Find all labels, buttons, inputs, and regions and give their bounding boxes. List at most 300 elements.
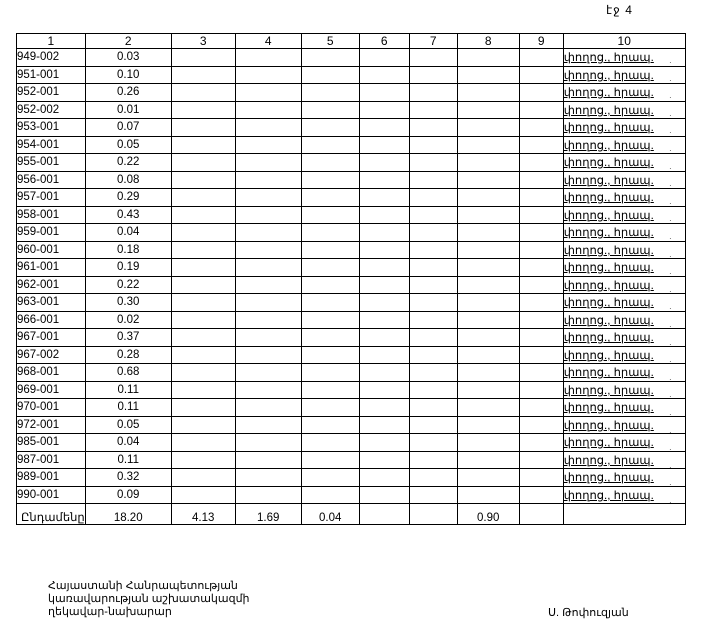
table-row: [17, 311, 686, 329]
empty-cell: [519, 276, 563, 294]
empty-cell: [171, 276, 235, 294]
empty-cell: [171, 346, 235, 364]
area-cell: 0.19: [85, 259, 171, 277]
parcel-code-cell: 953-001: [17, 119, 86, 137]
totals-c6: [359, 504, 409, 525]
empty-cell: [457, 434, 519, 452]
empty-cell: [409, 84, 457, 102]
empty-cell: [171, 154, 235, 172]
empty-cell: [235, 224, 301, 242]
empty-cell: [359, 364, 409, 382]
empty-cell: [171, 119, 235, 137]
purpose-cell: փողոց., հրապ.: [563, 416, 685, 434]
empty-cell: [359, 416, 409, 434]
parcel-code-cell: 987-001: [17, 451, 86, 469]
empty-cell: [301, 434, 359, 452]
empty-cell: [235, 346, 301, 364]
empty-cell: [409, 224, 457, 242]
empty-cell: [359, 311, 409, 329]
empty-cell: [519, 119, 563, 137]
empty-cell: [457, 486, 519, 504]
table-row: [17, 276, 686, 294]
margin-tick: ·: [669, 498, 672, 507]
margin-tick: ·: [669, 392, 672, 402]
empty-cell: [301, 66, 359, 84]
table-row: [17, 294, 686, 312]
empty-cell: [235, 136, 301, 154]
empty-cell: [409, 416, 457, 434]
empty-cell: [301, 451, 359, 469]
column-header-5: 5: [301, 34, 359, 49]
empty-cell: [359, 119, 409, 137]
purpose-cell: փողոց., հրապ.: [563, 364, 685, 382]
empty-cell: [519, 259, 563, 277]
empty-cell: [171, 171, 235, 189]
empty-cell: [235, 451, 301, 469]
table-row: [17, 119, 686, 137]
area-cell: 0.29: [85, 189, 171, 207]
column-header-8: 8: [457, 34, 519, 49]
margin-tick: ·: [669, 480, 672, 490]
area-cell: 0.04: [85, 224, 171, 242]
column-header-4: 4: [235, 34, 301, 49]
empty-cell: [171, 189, 235, 207]
empty-cell: [301, 84, 359, 102]
empty-cell: [171, 101, 235, 119]
empty-cell: [301, 416, 359, 434]
purpose-cell: փողոց., հրապ.: [563, 346, 685, 364]
margin-tick: ·: [669, 75, 672, 85]
empty-cell: [457, 381, 519, 399]
table-row: [17, 434, 686, 452]
empty-cell: [301, 224, 359, 242]
parcel-code-cell: 963-001: [17, 294, 86, 312]
empty-cell: [171, 399, 235, 417]
purpose-cell: փողոց., հրապ.: [563, 329, 685, 347]
area-cell: 0.04: [85, 434, 171, 452]
margin-tick: ·: [669, 163, 672, 173]
empty-cell: [457, 224, 519, 242]
empty-cell: [409, 469, 457, 487]
area-cell: 0.32: [85, 469, 171, 487]
empty-cell: [171, 206, 235, 224]
empty-cell: [235, 84, 301, 102]
column-header-6: 6: [359, 34, 409, 49]
parcel-code-cell: 968-001: [17, 364, 86, 382]
area-cell: 0.11: [85, 399, 171, 417]
empty-cell: [457, 416, 519, 434]
area-cell: 0.22: [85, 154, 171, 172]
margin-tick: ·: [669, 427, 672, 437]
empty-cell: [301, 119, 359, 137]
empty-cell: [457, 136, 519, 154]
empty-cell: [301, 206, 359, 224]
empty-cell: [171, 364, 235, 382]
empty-cell: [409, 346, 457, 364]
empty-cell: [301, 381, 359, 399]
empty-cell: [359, 486, 409, 504]
empty-cell: [235, 381, 301, 399]
empty-cell: [519, 434, 563, 452]
empty-cell: [457, 66, 519, 84]
empty-cell: [235, 486, 301, 504]
empty-cell: [359, 84, 409, 102]
empty-cell: [519, 241, 563, 259]
parcel-code-cell: 962-001: [17, 276, 86, 294]
empty-cell: [409, 329, 457, 347]
empty-cell: [359, 136, 409, 154]
empty-cell: [171, 311, 235, 329]
table-row: [17, 486, 686, 504]
empty-cell: [519, 329, 563, 347]
area-cell: 0.07: [85, 119, 171, 137]
parcel-code-cell: 969-001: [17, 381, 86, 399]
empty-cell: [171, 294, 235, 312]
margin-tick: ·: [669, 58, 672, 67]
empty-cell: [301, 259, 359, 277]
table-row: [17, 206, 686, 224]
empty-cell: [235, 294, 301, 312]
parcel-code-cell: 966-001: [17, 311, 86, 329]
empty-cell: [519, 381, 563, 399]
totals-label: Ընդամենը: [17, 504, 86, 525]
margin-tick: ·: [669, 339, 672, 349]
empty-cell: [235, 119, 301, 137]
empty-cell: [235, 101, 301, 119]
empty-cell: [359, 399, 409, 417]
table-row: [17, 346, 686, 364]
area-cell: 0.37: [85, 329, 171, 347]
totals-c5: 0.04: [301, 504, 359, 525]
empty-cell: [359, 224, 409, 242]
empty-cell: [171, 84, 235, 102]
empty-cell: [519, 171, 563, 189]
purpose-cell: փողոց., հրապ.: [563, 206, 685, 224]
purpose-cell: փողոց., հրապ.: [563, 189, 685, 207]
empty-cell: [359, 206, 409, 224]
column-header-1: 1: [17, 34, 86, 49]
table-row: [17, 49, 686, 67]
parcel-code-cell: 989-001: [17, 469, 86, 487]
empty-cell: [457, 206, 519, 224]
table-row: [17, 154, 686, 172]
empty-cell: [409, 486, 457, 504]
empty-cell: [171, 329, 235, 347]
empty-cell: [359, 189, 409, 207]
empty-cell: [519, 189, 563, 207]
margin-tick: ·: [669, 93, 672, 103]
empty-cell: [409, 101, 457, 119]
empty-cell: [301, 49, 359, 67]
footer-line-1: Հայաստանի Հանրապետության: [48, 580, 238, 592]
empty-cell: [235, 154, 301, 172]
empty-cell: [519, 364, 563, 382]
empty-cell: [301, 276, 359, 294]
purpose-cell: փողոց., հրապ.: [563, 49, 685, 67]
empty-cell: [457, 189, 519, 207]
purpose-cell: փողոց., հրապ.: [563, 224, 685, 242]
purpose-cell: փողոց., հրապ.: [563, 381, 685, 399]
empty-cell: [457, 329, 519, 347]
empty-cell: [359, 171, 409, 189]
margin-tick: ·: [669, 128, 672, 138]
parcel-code-cell: 967-002: [17, 346, 86, 364]
margin-tick: ·: [669, 410, 672, 419]
area-cell: 0.30: [85, 294, 171, 312]
empty-cell: [457, 469, 519, 487]
parcel-code-cell: 957-001: [17, 189, 86, 207]
ledger-table: [16, 33, 686, 525]
empty-cell: [519, 49, 563, 67]
empty-cell: [235, 259, 301, 277]
empty-cell: [235, 329, 301, 347]
empty-cell: [359, 241, 409, 259]
empty-cell: [457, 101, 519, 119]
parcel-code-cell: 958-001: [17, 206, 86, 224]
area-cell: 0.01: [85, 101, 171, 119]
empty-cell: [359, 381, 409, 399]
empty-cell: [235, 206, 301, 224]
empty-cell: [171, 434, 235, 452]
empty-cell: [171, 49, 235, 67]
purpose-cell: փողոց., հրապ.: [563, 311, 685, 329]
parcel-code-cell: 952-001: [17, 84, 86, 102]
parcel-code-cell: 952-002: [17, 101, 86, 119]
empty-cell: [235, 241, 301, 259]
column-header-9: 9: [519, 34, 563, 49]
empty-cell: [301, 329, 359, 347]
empty-cell: [171, 416, 235, 434]
table-row: [17, 364, 686, 382]
empty-cell: [359, 329, 409, 347]
empty-cell: [359, 101, 409, 119]
purpose-cell: փողոց., հրապ.: [563, 276, 685, 294]
margin-tick: ·: [669, 269, 672, 279]
empty-cell: [301, 486, 359, 504]
purpose-cell: փողոց., հրապ.: [563, 154, 685, 172]
empty-cell: [409, 136, 457, 154]
empty-cell: [519, 486, 563, 504]
empty-cell: [301, 346, 359, 364]
margin-tick: ·: [669, 286, 672, 296]
totals-c7: [409, 504, 457, 525]
table-row: [17, 469, 686, 487]
column-header-10: 10: [563, 34, 685, 49]
purpose-cell: փողոց., հրապ.: [563, 119, 685, 137]
margin-tick: ·: [669, 357, 672, 367]
column-header-7: 7: [409, 34, 457, 49]
margin-tick: ·: [669, 181, 672, 191]
empty-cell: [457, 241, 519, 259]
margin-tick: ·: [669, 304, 672, 314]
totals-c2: 18.20: [85, 504, 171, 525]
empty-cell: [409, 294, 457, 312]
signatory-name: Ս. Թոփուզյան: [548, 607, 629, 619]
parcel-code-cell: 960-001: [17, 241, 86, 259]
empty-cell: [301, 171, 359, 189]
empty-cell: [301, 136, 359, 154]
empty-cell: [457, 84, 519, 102]
margin-tick: ·: [669, 251, 672, 261]
empty-cell: [171, 136, 235, 154]
empty-cell: [409, 276, 457, 294]
empty-cell: [409, 154, 457, 172]
empty-cell: [171, 486, 235, 504]
parcel-code-cell: 949-002: [17, 49, 86, 67]
totals-row: [17, 504, 686, 525]
empty-cell: [301, 189, 359, 207]
empty-cell: [409, 399, 457, 417]
parcel-code-cell: 967-001: [17, 329, 86, 347]
area-cell: 0.43: [85, 206, 171, 224]
empty-cell: [359, 49, 409, 67]
empty-cell: [359, 451, 409, 469]
empty-cell: [409, 119, 457, 137]
area-cell: 0.26: [85, 84, 171, 102]
purpose-cell: փողոց., հրապ.: [563, 434, 685, 452]
empty-cell: [519, 66, 563, 84]
empty-cell: [409, 206, 457, 224]
empty-cell: [235, 364, 301, 382]
empty-cell: [457, 399, 519, 417]
table-row: [17, 259, 686, 277]
purpose-cell: փողոց., հրապ.: [563, 136, 685, 154]
empty-cell: [235, 469, 301, 487]
empty-cell: [301, 294, 359, 312]
parcel-code-cell: 954-001: [17, 136, 86, 154]
area-cell: 0.11: [85, 451, 171, 469]
empty-cell: [519, 399, 563, 417]
footer-line-2: կառավարության աշխատակազմի: [48, 593, 250, 605]
empty-cell: [409, 364, 457, 382]
empty-cell: [171, 469, 235, 487]
table-row: [17, 416, 686, 434]
purpose-cell: փողոց., հրապ.: [563, 469, 685, 487]
area-cell: 0.05: [85, 416, 171, 434]
empty-cell: [301, 364, 359, 382]
table-row: [17, 84, 686, 102]
parcel-code-cell: 970-001: [17, 399, 86, 417]
purpose-cell: փողոց., հրապ.: [563, 451, 685, 469]
footer-line-3: ղեկավար-նախարար: [48, 606, 172, 618]
parcel-code-cell: 951-001: [17, 66, 86, 84]
empty-cell: [409, 259, 457, 277]
area-cell: 0.08: [85, 171, 171, 189]
empty-cell: [235, 189, 301, 207]
purpose-cell: փողոց., հրապ.: [563, 399, 685, 417]
empty-cell: [519, 416, 563, 434]
empty-cell: [409, 434, 457, 452]
area-cell: 0.09: [85, 486, 171, 504]
column-header-3: 3: [171, 34, 235, 49]
margin-tick: ·: [669, 322, 672, 331]
empty-cell: [409, 171, 457, 189]
empty-cell: [519, 136, 563, 154]
empty-cell: [409, 66, 457, 84]
parcel-code-cell: 972-001: [17, 416, 86, 434]
empty-cell: [235, 399, 301, 417]
area-cell: 0.28: [85, 346, 171, 364]
empty-cell: [359, 294, 409, 312]
empty-cell: [171, 66, 235, 84]
margin-tick: ·: [669, 146, 672, 155]
area-cell: 0.05: [85, 136, 171, 154]
empty-cell: [235, 416, 301, 434]
area-cell: 0.18: [85, 241, 171, 259]
parcel-code-cell: 956-001: [17, 171, 86, 189]
empty-cell: [171, 259, 235, 277]
empty-cell: [457, 259, 519, 277]
empty-cell: [519, 84, 563, 102]
table-row: [17, 224, 686, 242]
table-row: [17, 399, 686, 417]
page-number: էջ 4: [606, 3, 633, 17]
empty-cell: [519, 451, 563, 469]
empty-cell: [409, 311, 457, 329]
empty-cell: [301, 311, 359, 329]
table-row: [17, 66, 686, 84]
empty-cell: [409, 189, 457, 207]
empty-cell: [457, 49, 519, 67]
totals-c8: 0.90: [457, 504, 519, 525]
parcel-code-cell: 955-001: [17, 154, 86, 172]
empty-cell: [301, 399, 359, 417]
table-row: [17, 241, 686, 259]
purpose-cell: փողոց., հրապ.: [563, 259, 685, 277]
empty-cell: [457, 364, 519, 382]
column-header-2: 2: [85, 34, 171, 49]
empty-cell: [457, 451, 519, 469]
empty-cell: [171, 241, 235, 259]
empty-cell: [359, 259, 409, 277]
empty-cell: [235, 49, 301, 67]
empty-cell: [171, 451, 235, 469]
empty-cell: [457, 346, 519, 364]
area-cell: 0.11: [85, 381, 171, 399]
table-row: [17, 189, 686, 207]
margin-tick: ·: [669, 216, 672, 226]
empty-cell: [519, 101, 563, 119]
signatory-title: [48, 580, 250, 619]
parcel-code-cell: 985-001: [17, 434, 86, 452]
totals-c10: [563, 504, 685, 525]
empty-cell: [301, 241, 359, 259]
header-row: [17, 34, 686, 49]
empty-cell: [359, 469, 409, 487]
empty-cell: [359, 434, 409, 452]
margin-tick: ·: [669, 110, 672, 120]
margin-tick: ·: [669, 445, 672, 455]
empty-cell: [519, 154, 563, 172]
margin-tick: ·: [669, 462, 672, 472]
totals-c4: 1.69: [235, 504, 301, 525]
empty-cell: [519, 294, 563, 312]
margin-tick: ·: [669, 198, 672, 208]
table-row: [17, 171, 686, 189]
empty-cell: [409, 381, 457, 399]
table-row: [17, 101, 686, 119]
empty-cell: [519, 346, 563, 364]
empty-cell: [235, 66, 301, 84]
empty-cell: [457, 154, 519, 172]
empty-cell: [519, 206, 563, 224]
area-cell: 0.68: [85, 364, 171, 382]
empty-cell: [457, 119, 519, 137]
empty-cell: [519, 224, 563, 242]
empty-cell: [457, 294, 519, 312]
empty-cell: [457, 276, 519, 294]
empty-cell: [235, 434, 301, 452]
